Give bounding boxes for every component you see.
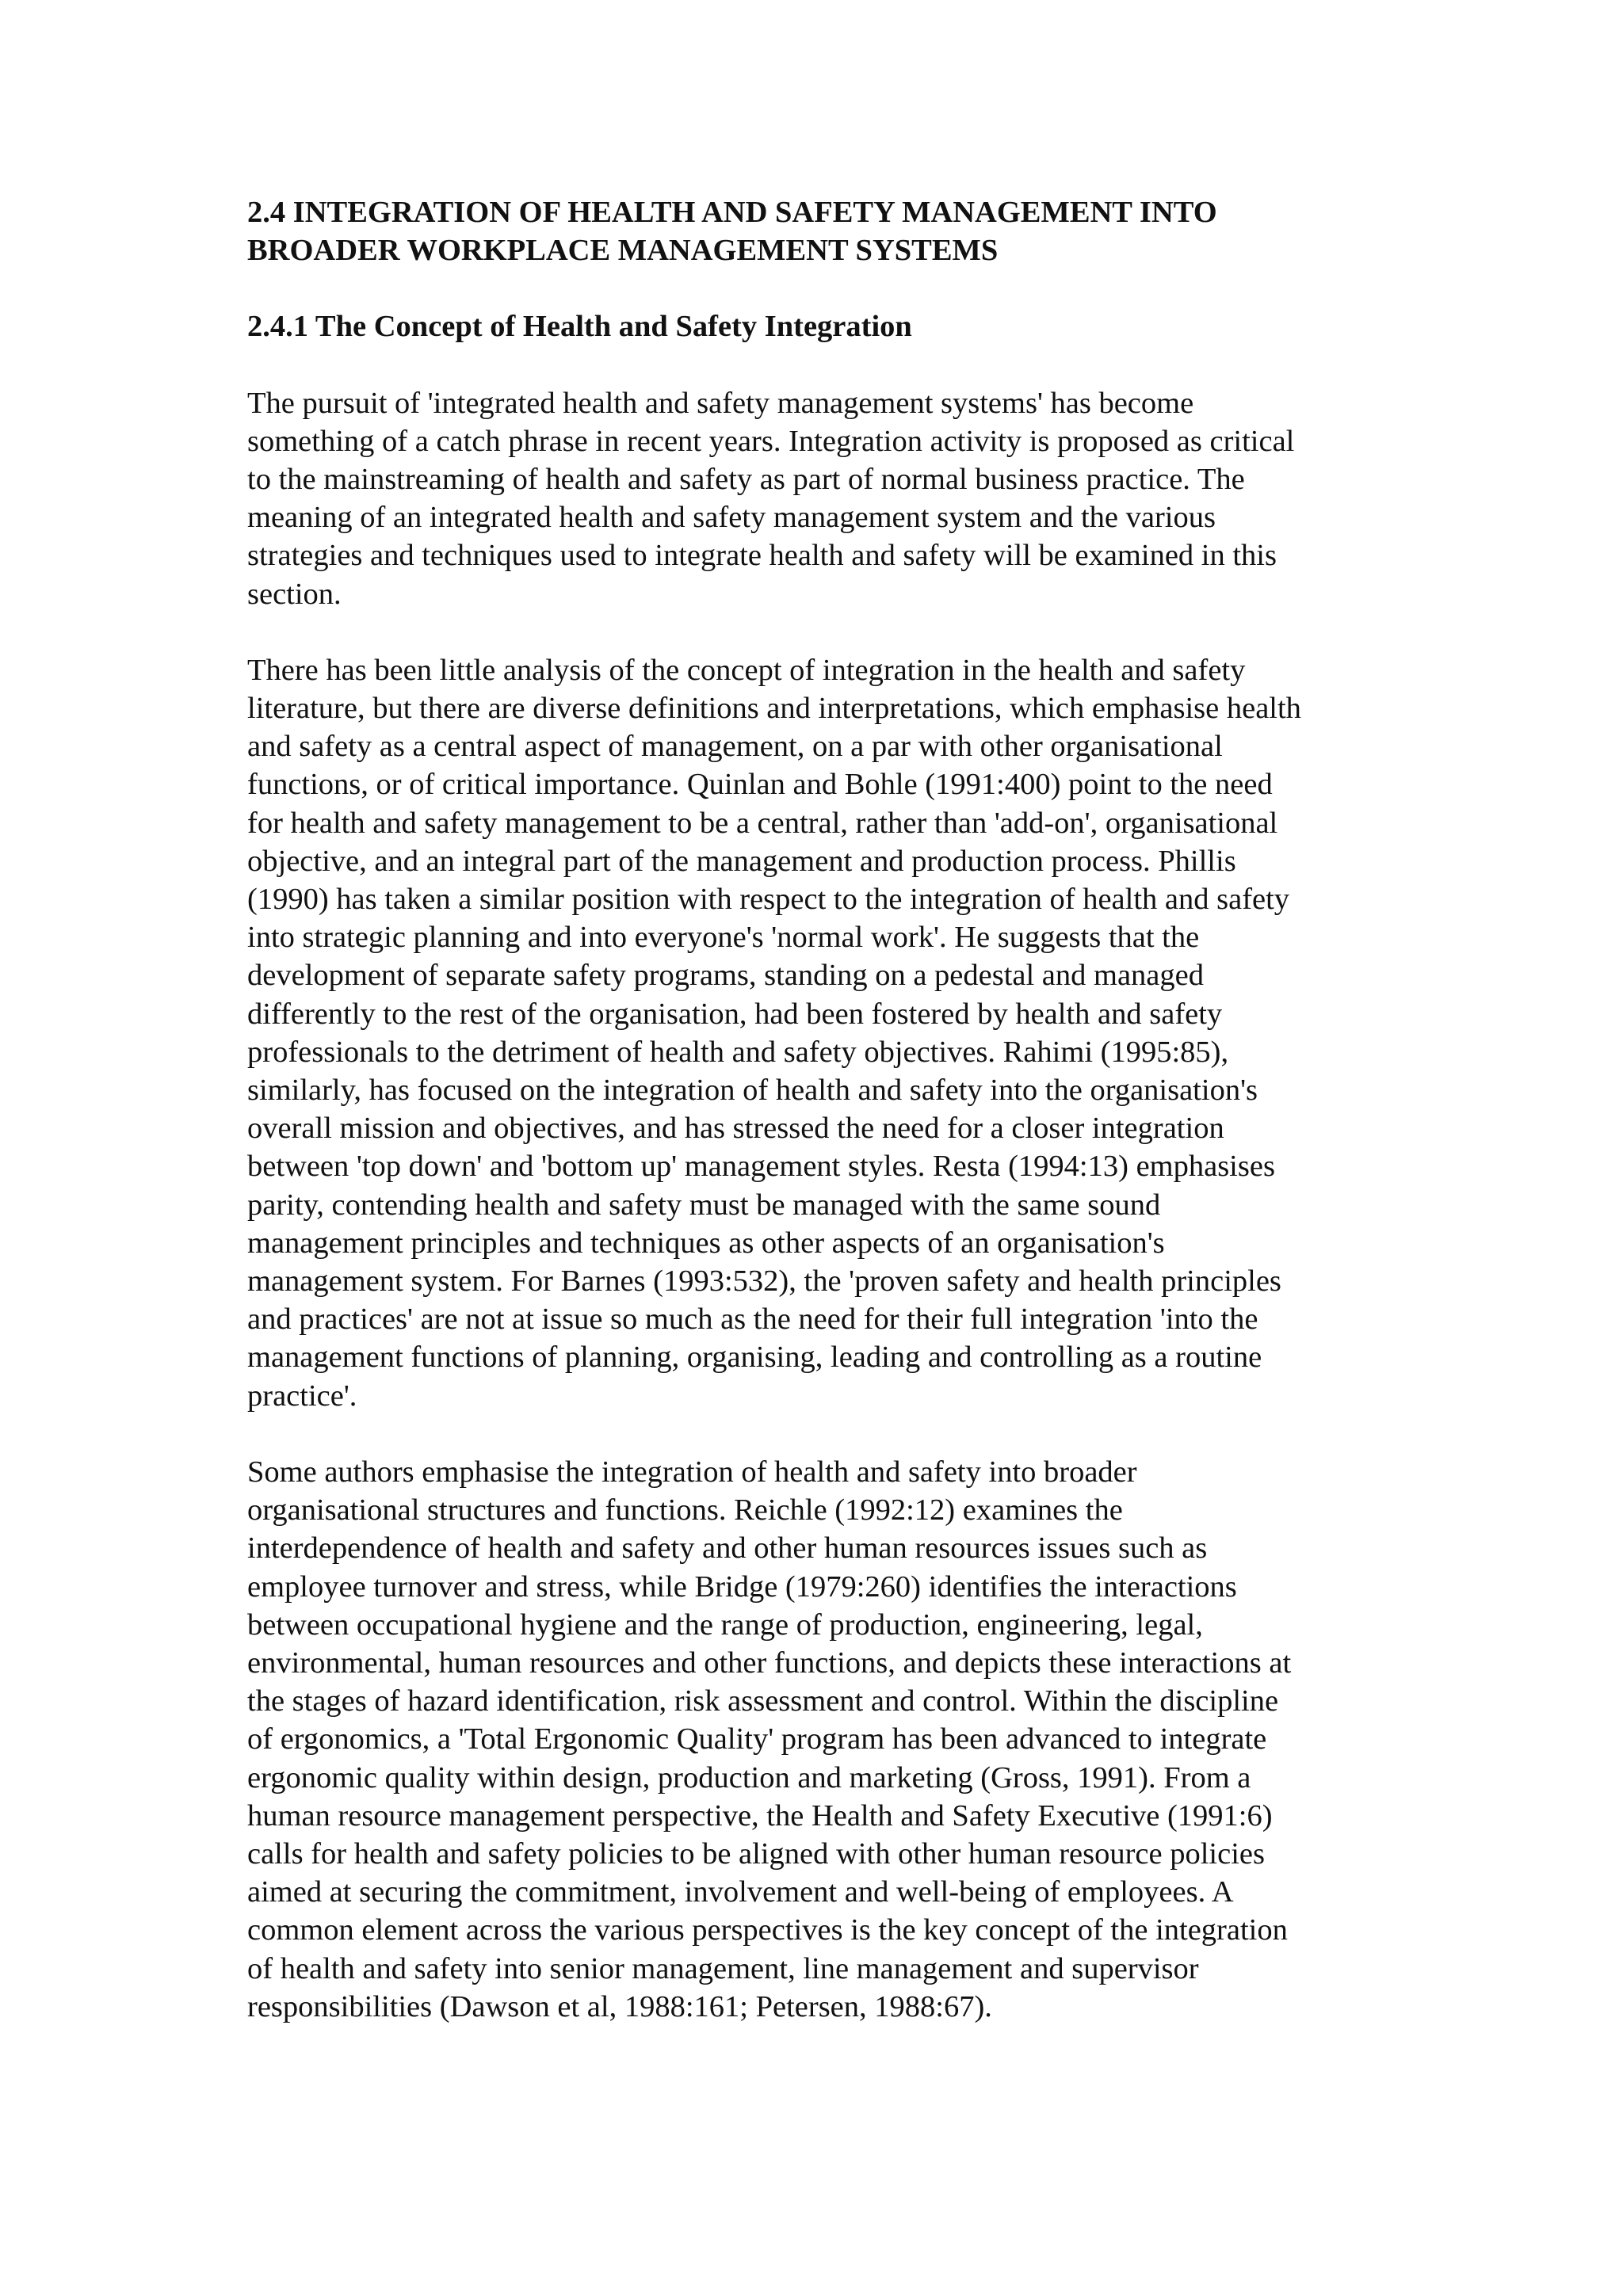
document-body (247, 193, 1396, 2026)
paragraph-3: Some authors emphasise the integration of health and safety into broader organisational structures and functions. Reichle (1992:12) examines the interdependence of health and safety and other human resources issues such as employee turnover and stress, while Bridge (1979:260) identifies the interactions between occupational hygiene and the range of production, engineering, legal, environmental, human resources and other functions, and depicts these interactions at the stages of hazard identification, risk assessment and control. Within the discipline of ergonomics, a 'Total Ergonomic Quality' program has been advanced to integrate ergonomic quality within design, production and marketing (Gross, 1991). From a human resource management perspective, the Health and Safety Executive (1991:6) calls for health and safety policies to be aligned with other human resource policies aimed at securing the commitment, involvement and well-being of employees. A common element across the various perspectives is the key concept of the integration of health and safety into senior management, line management and supervisor responsibilities (Dawson et al, 1988:161; Petersen, 1988:67). (247, 1455, 1292, 2023)
paragraph-1: The pursuit of 'integrated health and safety management systems' has become something of a catch phrase in recent years. Integration activity is proposed as critical to the mainstreaming of health and safety as part of normal business practice. The meaning of an integrated health and safety management system and the various strategies and techniques used to integrate health and safety will be examined in this section. (247, 386, 1295, 611)
subsection-heading: 2.4.1 The Concept of Health and Safety Integration (247, 310, 912, 344)
section-heading: 2.4 INTEGRATION OF HEALTH AND SAFETY MANAGEMENT INTO BROADER WORKPLACE MANAGEMENT SYSTEMS (247, 196, 1217, 268)
paragraph-2: There has been little analysis of the concept of integration in the health and safety literature, but there are diverse definitions and interpretations, which emphasise health and safety as a central aspect of management, on a par with other organisational functions, or of critical importance. Quinlan and Bohle (1991:400) point to the need for health and safety management to be a central, rather than 'add-on', organisational objective, and an integral part of the management and production process. Phillis (1990) has taken a similar position with respect to the integration of health and safety into strategic planning and into everyone's 'normal work'. He suggests that the development of separate safety programs, standing on a pedestal and managed differently to the rest of the organisation, had been fostered by health and safety professionals to the detriment of health and safety objectives. Rahimi (1995:85), similarly, has focused on the integration of health and safety into the organisation's overall mission and objectives, and has stressed the need for a closer integration between 'top down' and 'bottom up' management styles. Resta (1994:13) emphasises parity, contending health and safety must be managed with the same sound management principles and techniques as other aspects of an organisation's management system. For Barnes (1993:532), the 'proven safety and health principles and practices' are not at issue so much as the need for their full integration 'into the management functions of planning, organising, leading and controlling as a routine practice'. (247, 653, 1301, 1413)
